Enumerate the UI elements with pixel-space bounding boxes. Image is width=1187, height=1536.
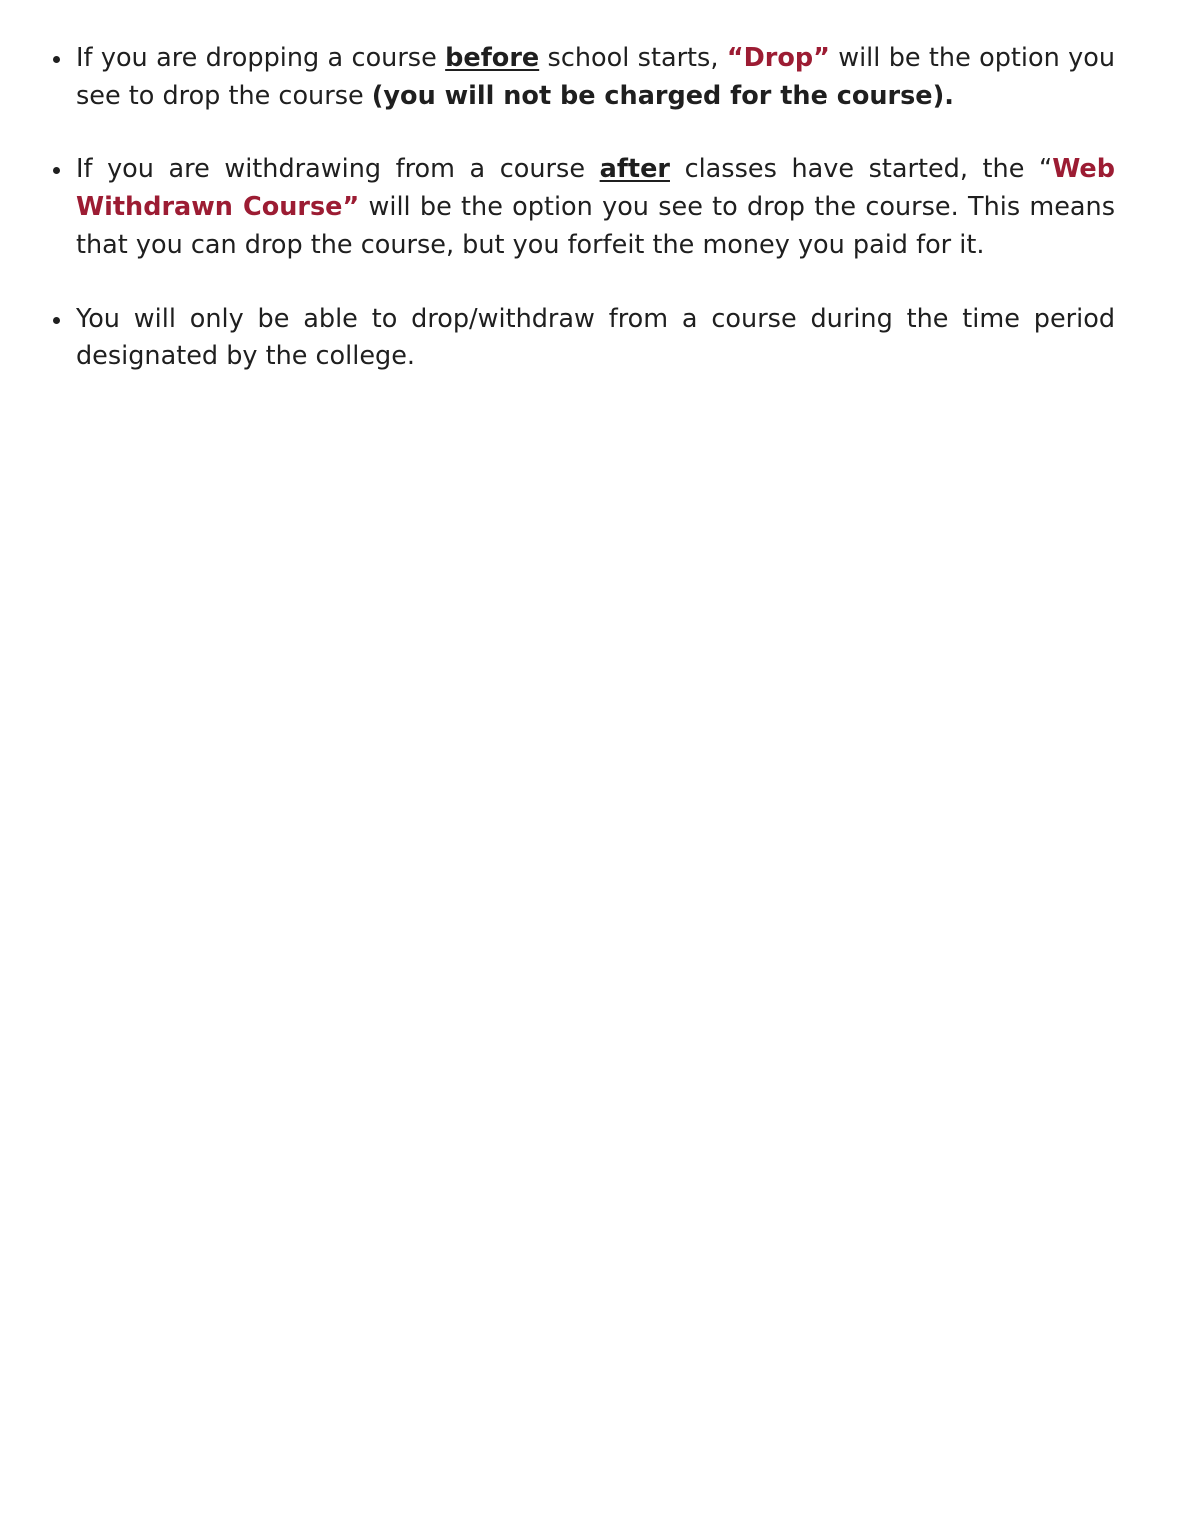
text-run: school starts,: [539, 43, 727, 73]
text-run: will be the option you see to drop the course: [76, 43, 1115, 111]
text-run: You will only be able to drop/withdraw from a course during the time period designated by the college.: [76, 303, 1115, 372]
text-run: Web Withdrawn Course”: [76, 154, 1115, 223]
bullet-item-withdraw-after-classes: [40, 151, 1115, 264]
text-run: If you are withdrawing from a course: [76, 154, 600, 185]
text-run: before: [445, 43, 540, 73]
text-run: will be the option you see to drop the course. This means that you can drop the course, but you forfeit the money you paid for it.: [76, 192, 1115, 260]
bullet-item-drop-before-classes: [40, 40, 1115, 115]
bullet-item-designated-time-period: [40, 301, 1115, 376]
text-run: “Drop”: [726, 43, 830, 73]
text-run: (you will not be charged for the course).: [371, 80, 954, 111]
bullet-text: [76, 151, 1115, 264]
text-run: classes have started, the “: [669, 154, 1053, 185]
text-run: after: [599, 154, 670, 185]
bullet-list: [40, 40, 1115, 376]
bullet-text: [76, 40, 1115, 115]
bullet-text: [76, 301, 1115, 376]
text-run: If you are dropping a course: [76, 43, 446, 73]
